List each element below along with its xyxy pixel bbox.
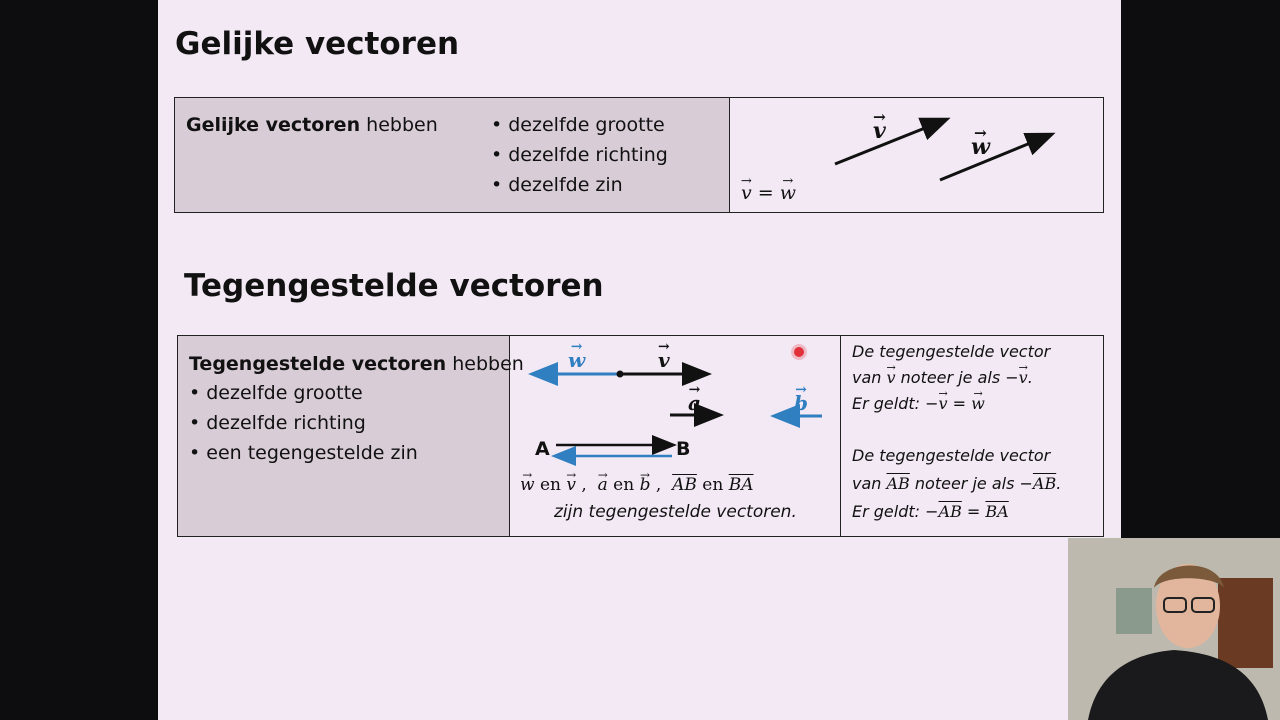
eq-op: = [751,182,780,204]
label-b-symbol: → b [794,391,808,415]
equal-bullet-text: dezelfde richting [508,144,668,166]
origin-point [617,371,624,378]
equal-definition-bold: Gelijke vectoren [186,114,361,136]
opposite-bullet: • een tegengestelde zin [189,442,418,464]
n-mid: noteer je als − [909,474,1033,493]
n-ab: $\overline{AB}$ [938,502,962,521]
vector-v-label [873,118,886,144]
n-end: . [1027,368,1033,387]
equal-bullet: • dezelfde zin [491,174,623,196]
caption-line2: zijn tegengestelde vectoren. [554,502,797,522]
n-ba: $\overline{BA}$ [985,502,1009,521]
notation-p2-line2 [852,474,1061,493]
caption-line1 [520,475,754,495]
n-eq: = [961,502,986,521]
equal-equation [741,182,796,204]
label-v-symbol: → v [658,348,670,372]
opposite-bullet: • dezelfde grootte [189,382,363,404]
label-a [688,391,701,415]
vector-v-arrow [835,120,945,164]
notation-p2-line1: De tegengestelde vector [852,446,1051,465]
n-v: → v [939,394,948,413]
n-v2: → v [1019,368,1028,387]
vector-w-arrow [940,135,1050,180]
cap-v: → v [566,475,576,495]
point-A-label: A [535,438,550,460]
section-title-opposite: Tegengestelde vectoren [184,268,604,304]
cap-AB: $\overline{AB}$ [672,475,697,495]
equal-definition-rest: hebben [360,114,438,136]
vector-v-symbol: → v [873,118,886,144]
cap-en: en [607,475,640,495]
label-b [794,391,808,415]
notation-p2-line3 [852,502,1009,521]
equal-bullet-text: dezelfde zin [508,174,623,196]
n-mid: noteer je als − [895,368,1019,387]
notation-cell [840,335,1104,537]
equal-bullet: • dezelfde richting [491,144,668,166]
cap-BA: $\overline{BA}$ [728,475,754,495]
n-eq: = [947,394,972,413]
cap-en: en [696,475,729,495]
cap-en: en [534,475,567,495]
eq-lhs: → v [741,182,752,204]
n-w: → w [971,394,985,413]
vector-w-symbol: → w [971,134,990,160]
section-title-equal: Gelijke vectoren [175,26,460,62]
notation-p1-line1: De tegengestelde vector [852,342,1051,361]
n-v: → v [887,368,896,387]
n-pre: Er geldt: − [852,502,939,521]
opposite-bullet-text: een tegengestelde zin [206,442,418,464]
laser-pointer-icon [794,347,804,357]
cap-sep: , [576,475,593,495]
n-pre: van [852,368,887,387]
opposite-definition-cell [177,335,524,537]
equal-definition-text [186,114,438,136]
label-w-symbol: → w [568,348,585,372]
notation-p1-line3 [852,394,985,413]
point-B-label: B [676,438,691,460]
opposite-bullet: • dezelfde richting [189,412,366,434]
equal-bullet: • dezelfde grootte [491,114,665,136]
opposite-bullet-text: dezelfde richting [206,412,366,434]
webcam-presenter-icon [1068,538,1280,720]
label-v [658,348,670,372]
label-a-symbol: → a [688,391,701,415]
n-pre: Er geldt: − [852,394,939,413]
opposite-definition-bold: Tegengestelde vectoren [189,353,447,375]
cap-a: → a [598,475,608,495]
notation-p1-line2 [852,368,1033,387]
eq-rhs: → w [780,182,796,204]
n-ab2: $\overline{AB}$ [1032,474,1057,493]
n-ab: $\overline{AB}$ [886,474,910,493]
n-end: . [1056,474,1062,493]
cap-sep: , [650,475,667,495]
opposite-diagram-cell [509,335,841,537]
n-pre: van [852,474,887,493]
opposite-definition-rest: hebben [446,353,524,375]
webcam-overlay [1068,538,1280,720]
equal-definition-cell [174,97,730,213]
cap-b: → b [640,475,651,495]
slide [158,0,1121,720]
label-w [568,348,585,372]
equal-bullet-text: dezelfde grootte [508,114,665,136]
vector-w-label [971,134,990,160]
cap-w: → w [520,475,535,495]
equal-diagram-cell [729,97,1104,213]
opposite-definition-text [189,353,524,375]
opposite-bullet-text: dezelfde grootte [206,382,363,404]
